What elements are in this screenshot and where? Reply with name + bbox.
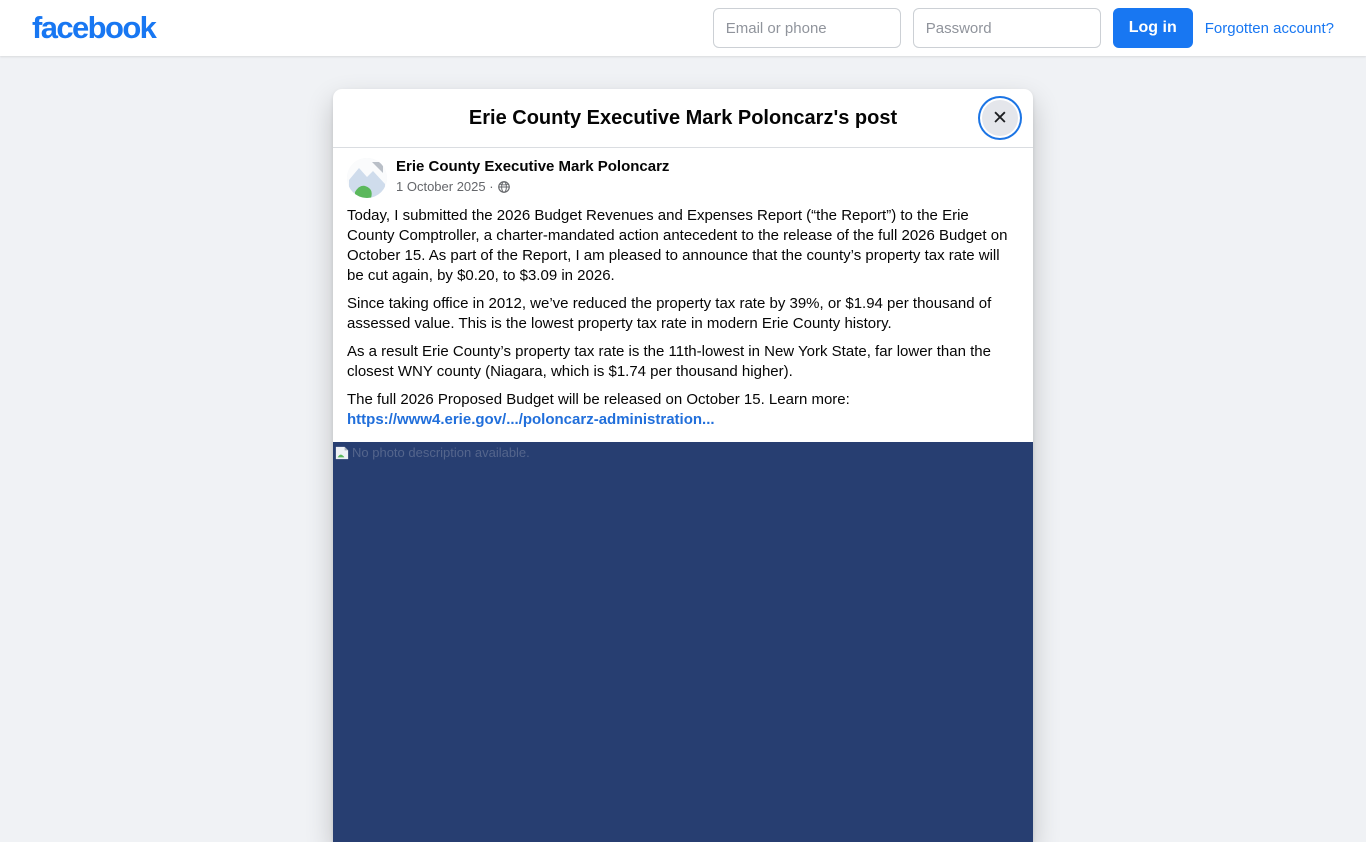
post-date: 1 October 2025 ·	[396, 179, 494, 194]
photo-alt-row	[335, 445, 530, 460]
post-paragraph: As a result Erie County’s property tax rate is the 11th-lowest in New York State, far lower than the closest WNY county (Niagara, which is $1.74 per thousand higher).	[347, 343, 991, 380]
post-timestamp[interactable]	[396, 179, 669, 194]
broken-image-placeholder-icon	[347, 158, 387, 198]
post-content	[333, 148, 1033, 442]
post-photo[interactable]	[333, 442, 1033, 842]
avatar[interactable]	[347, 158, 387, 198]
post-header	[347, 158, 1019, 198]
post-paragraph: Since taking office in 2012, we’ve reduced the property tax rate by 39%, or $1.94 per thousand of assessed value. This is the lowest property tax rate in modern Erie County history.	[347, 295, 992, 332]
post-modal	[333, 89, 1033, 842]
photo-alt-text: No photo description available.	[352, 445, 530, 460]
author-name-link[interactable]: Erie County Executive Mark Poloncarz	[396, 158, 670, 175]
email-input[interactable]	[713, 8, 901, 48]
login-form	[713, 8, 1334, 48]
post-url-link[interactable]: https://www4.erie.gov/.../poloncarz-administration...	[347, 411, 715, 428]
globe-icon	[498, 181, 510, 193]
close-button[interactable]	[982, 100, 1018, 136]
post-paragraph: The full 2026 Proposed Budget will be released on October 15. Learn more:	[347, 391, 850, 408]
close-icon: ✕	[992, 107, 1008, 129]
top-navigation-bar	[0, 0, 1366, 56]
post-text	[347, 206, 1019, 430]
author-block	[396, 158, 669, 198]
broken-photo-icon	[335, 446, 349, 460]
post-modal-header	[333, 89, 1033, 148]
post-modal-title: Erie County Executive Mark Poloncarz's post	[468, 106, 898, 129]
facebook-logo[interactable]: facebook	[32, 10, 156, 45]
forgotten-account-link[interactable]: Forgotten account?	[1204, 19, 1334, 37]
password-input[interactable]	[913, 8, 1101, 48]
login-button[interactable]: Log in	[1113, 8, 1193, 48]
post-paragraph: Today, I submitted the 2026 Budget Revenues and Expenses Report (“the Report”) to the Erie County Comptroller, a charter-mandated action antecedent to the release of the full 2026 Budget on October 15. As part of the Report, I am pleased to announce that the county’s property tax rate will be cut again, by $0.20, to $3.09 in 2026.	[347, 207, 1008, 284]
